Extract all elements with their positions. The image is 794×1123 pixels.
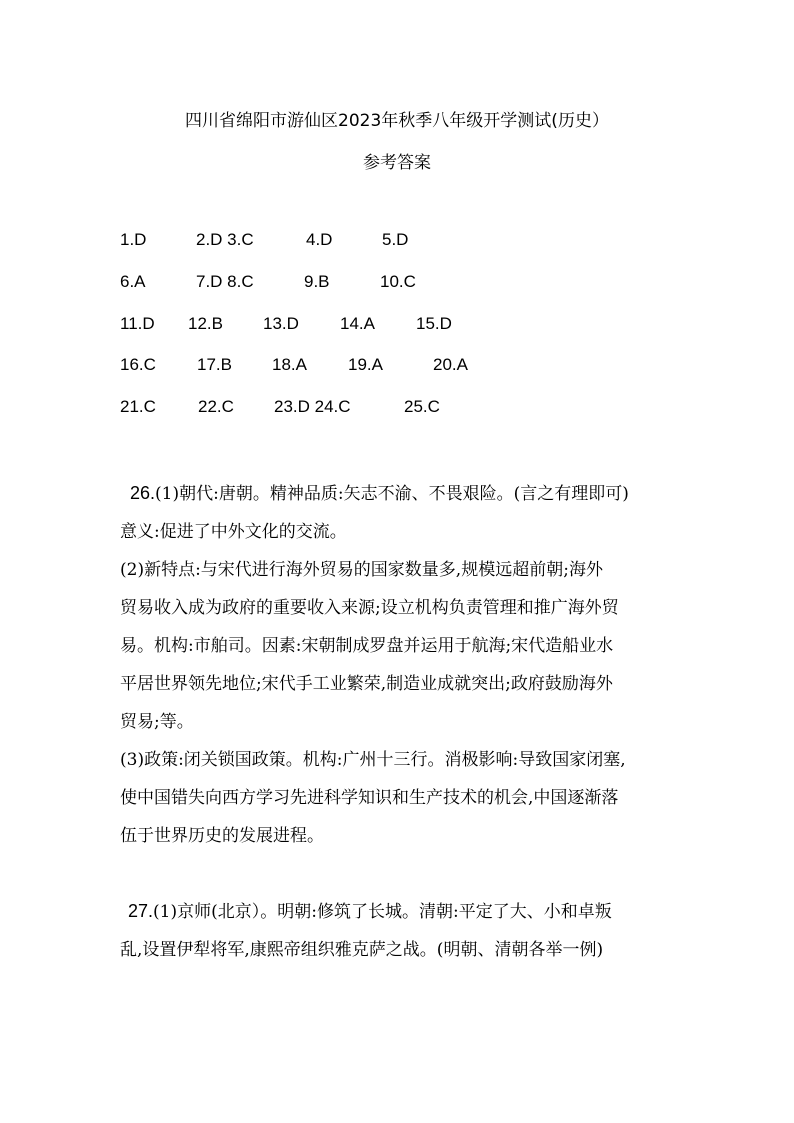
question-number: 26. xyxy=(130,483,156,503)
document-subtitle: 参考答案 xyxy=(363,153,431,173)
answer-item: 23.D 24.C xyxy=(274,397,351,416)
answer-line: (3)政策:闭关锁国政策。机构:广州十三行。消极影响:导致国家闭塞, xyxy=(120,750,626,770)
answer-item: 11.D xyxy=(120,314,155,333)
answer-item: 16.C xyxy=(120,355,156,374)
answer-item: 21.C xyxy=(120,397,156,416)
question-number: 27. xyxy=(128,901,154,921)
answer-item: 17.B xyxy=(197,355,232,374)
answer-item: 2.D 3.C xyxy=(196,230,254,249)
answer-item: 5.D xyxy=(382,230,409,249)
answer-item: 13.D xyxy=(263,314,299,333)
answer-item: 25.C xyxy=(404,397,440,416)
answer-line: 意义:促进了中外文化的交流。 xyxy=(120,522,347,542)
answer-item: 19.A xyxy=(348,355,383,374)
answer-line: 伍于世界历史的发展进程。 xyxy=(120,826,324,846)
answer-line: 易。机构:市舶司。因素:宋朝制成罗盘并运用于航海;宋代造船业水 xyxy=(120,636,614,656)
answer-text: (1)京师(北京）。明朝:修筑了长城。清朝:平定了大、小和卓叛 xyxy=(153,902,612,922)
answer-item: 4.D xyxy=(306,230,333,249)
document-title: 四川省绵阳市游仙区2023年秋季八年级开学测试(历史） xyxy=(185,111,609,131)
answer-line: (2)新特点:与宋代进行海外贸易的国家数量多,规模远超前朝;海外 xyxy=(120,560,603,580)
answer-item: 10.C xyxy=(380,272,416,291)
answer-line: 乱,设置伊犁将军,康熙帝组织雅克萨之战。(明朝、清朝各举一例) xyxy=(120,940,604,960)
answer-item: 1.D xyxy=(120,230,147,249)
answer-item: 15.D xyxy=(416,314,452,333)
answer-item: 14.A xyxy=(340,314,375,333)
question-26-answer xyxy=(120,474,680,855)
answer-item: 6.A xyxy=(120,272,146,291)
answer-line: 平居世界领先地位;宋代手工业繁荣,制造业成就突出;政府鼓励海外 xyxy=(120,674,613,694)
answer-item: 20.A xyxy=(433,355,468,374)
answer-text: (1)朝代:唐朝。精神品质:矢志不渝、不畏艰险。(言之有理即可) xyxy=(155,484,629,504)
question-27-answer xyxy=(120,892,680,969)
answer-line: 贸易;等。 xyxy=(120,712,194,732)
answer-item: 22.C xyxy=(198,397,234,416)
answer-line xyxy=(120,474,680,513)
answer-item: 18.A xyxy=(272,355,307,374)
answer-item: 7.D 8.C xyxy=(196,272,254,291)
answer-line xyxy=(120,892,680,931)
answer-item: 9.B xyxy=(304,272,330,291)
answer-line: 使中国错失向西方学习先进科学知识和生产技术的机会,中国逐渐落 xyxy=(120,788,619,808)
answer-line: 贸易收入成为政府的重要收入来源;设立机构负责管理和推广海外贸 xyxy=(120,598,619,618)
answer-item: 12.B xyxy=(188,314,223,333)
